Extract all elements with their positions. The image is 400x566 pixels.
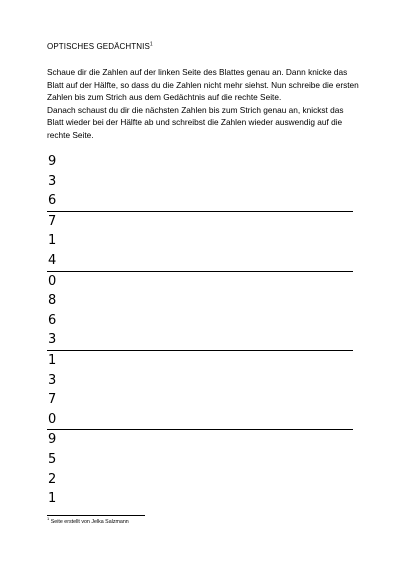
number-item: 8 bbox=[48, 293, 57, 309]
number-list bbox=[47, 152, 353, 509]
instructions bbox=[47, 66, 359, 141]
number-item: 0 bbox=[48, 411, 57, 427]
number-group-1 bbox=[47, 152, 353, 212]
instruction-paragraph-1: Schaue dir die Zahlen auf der linken Seite des Blattes genau an. Dann knicke das Blatt auf der Hälfte, so dass du die Zahlen nicht mehr siehst. Nun schreibe die ersten Zahlen bis zum Strich aus dem Gedächtnis auf die rechte Seite. bbox=[47, 67, 359, 102]
instruction-paragraph-2: Danach schaust du dir die nächsten Zahlen bis zum Strich genau an, knickst das Blatt wieder bei der Hälfte ab und schreibst die Zahlen wieder auswendig auf die rechte Seite. bbox=[47, 104, 344, 140]
number-item: 3 bbox=[48, 173, 57, 189]
number-group-5 bbox=[47, 430, 353, 508]
number-item: 1 bbox=[48, 352, 57, 368]
number-item: 9 bbox=[48, 432, 57, 448]
number-item: 7 bbox=[48, 392, 57, 408]
number-item: 0 bbox=[48, 273, 57, 289]
footnote-mark: 1 bbox=[47, 516, 50, 522]
footnote bbox=[47, 516, 129, 525]
number-group-3 bbox=[47, 272, 353, 351]
number-item: 6 bbox=[48, 312, 57, 328]
number-group-4 bbox=[47, 351, 353, 430]
number-item: 6 bbox=[48, 193, 57, 209]
number-item: 3 bbox=[48, 332, 57, 348]
number-item: 2 bbox=[48, 471, 57, 487]
number-item: 5 bbox=[48, 451, 57, 467]
title-footnote-mark: 1 bbox=[149, 41, 153, 48]
number-item: 9 bbox=[48, 154, 57, 169]
title-text: OPTISCHES GEDÄCHTNIS bbox=[47, 42, 150, 51]
number-item: 1 bbox=[48, 233, 57, 249]
number-item: 4 bbox=[48, 252, 57, 268]
footnote-text: Seite erstellt von Jelka Salzmann bbox=[50, 519, 129, 525]
number-item: 7 bbox=[48, 213, 57, 229]
page-title bbox=[47, 42, 153, 51]
footnote-divider bbox=[47, 515, 145, 516]
number-group-2 bbox=[47, 212, 353, 272]
number-item: 1 bbox=[48, 491, 57, 507]
number-item: 3 bbox=[48, 372, 57, 388]
